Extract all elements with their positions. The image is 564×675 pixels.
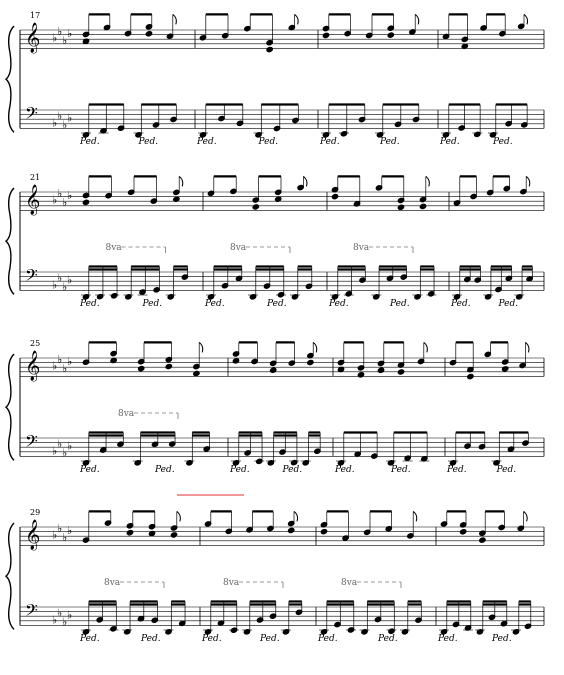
- flat-sign: ♭: [52, 193, 58, 207]
- note-head: [126, 529, 133, 535]
- treble-clef: 𝄞: [25, 351, 41, 381]
- flat-sign: ♭: [52, 359, 58, 373]
- bass-measure-notes: [206, 266, 313, 300]
- measure-number: 29: [30, 508, 41, 517]
- bass-measure-notes: [81, 601, 186, 635]
- pedal-mark: Ped.: [378, 634, 398, 644]
- note-head: [460, 529, 467, 535]
- pedal-mark: Ped.: [205, 299, 225, 309]
- note-flag: [526, 176, 530, 186]
- note-head: [232, 358, 239, 364]
- note-head: [266, 46, 273, 52]
- treble-measure-notes: [320, 511, 416, 541]
- pedal-mark: Ped.: [80, 634, 100, 644]
- pedal-mark: Ped.: [230, 465, 250, 475]
- pedal-mark: Ped.: [80, 137, 100, 147]
- flat-sign: ♭: [62, 118, 68, 132]
- bass-clef: 𝄢: [25, 265, 38, 289]
- treble-measure-notes: [331, 176, 429, 210]
- flat-sign: ♭: [62, 196, 68, 209]
- note-head: [502, 366, 509, 372]
- flat-sign: ♭: [52, 613, 58, 627]
- pedal-mark: Ped.: [496, 465, 517, 475]
- note-flag: [424, 342, 428, 352]
- note-flag: [177, 511, 181, 521]
- note-flag: [313, 342, 317, 352]
- bass-measure-notes: [203, 601, 303, 635]
- flat-sign: ♭: [52, 31, 58, 45]
- pedal-mark: Ped.: [391, 465, 411, 475]
- note-flag: [524, 14, 528, 24]
- bass-measure-notes: [336, 432, 429, 466]
- treble-measure-notes: [453, 176, 529, 206]
- bass-staff: [20, 110, 544, 128]
- pedal-mark: Ped.: [142, 299, 163, 309]
- pedal-mark: Ped.: [451, 299, 471, 309]
- flat-sign: ♭: [67, 111, 73, 125]
- note-flag: [426, 176, 430, 186]
- flat-sign: ♭: [67, 608, 73, 622]
- flat-sign: ♭: [62, 280, 68, 294]
- treble-measure-notes: [204, 511, 297, 534]
- pedal-mark: Ped.: [493, 137, 513, 147]
- treble-staff: [20, 192, 544, 210]
- ottava-mark: 8va: [230, 243, 247, 253]
- flat-sign: ♭: [57, 606, 63, 620]
- flat-sign: ♭: [62, 362, 68, 375]
- flat-sign: ♭: [52, 278, 58, 292]
- treble-staff: [20, 358, 544, 376]
- pedal-mark: Ped.: [390, 299, 410, 309]
- note-head: [82, 199, 89, 205]
- flat-sign: ♭: [57, 437, 63, 451]
- bass-measure-notes: [439, 601, 532, 635]
- flat-sign: ♭: [57, 352, 63, 366]
- treble-measure-notes: [440, 511, 527, 543]
- treble-measure-notes: [322, 14, 418, 38]
- bass-measure-notes: [198, 104, 299, 138]
- pedal-mark: Ped.: [440, 137, 460, 147]
- flat-sign: ♭: [57, 24, 63, 38]
- note-head: [357, 372, 364, 378]
- note-head: [467, 373, 474, 379]
- note-head: [479, 537, 486, 543]
- flat-sign: ♭: [57, 521, 63, 535]
- flat-sign: ♭: [62, 446, 68, 460]
- note-flag: [303, 176, 307, 186]
- note-head: [397, 369, 404, 375]
- flat-sign: ♭: [62, 34, 68, 47]
- measure-number: 25: [30, 339, 41, 348]
- pedal-mark: Ped.: [447, 465, 467, 475]
- pedal-mark: Ped.: [492, 634, 512, 644]
- pedal-mark: Ped.: [438, 634, 458, 644]
- bass-clef: 𝄢: [25, 103, 38, 127]
- bass-measure-notes: [81, 432, 210, 466]
- flat-sign: ♭: [57, 271, 63, 285]
- flat-sign: ♭: [67, 355, 73, 369]
- bass-measure-notes: [231, 432, 321, 466]
- note-flag: [199, 342, 203, 352]
- pedal-mark: Ped.: [202, 634, 222, 644]
- ottava-mark: 8va: [223, 578, 240, 588]
- measure-number: 21: [30, 173, 41, 182]
- treble-measure-notes: [337, 342, 427, 378]
- note-flag: [295, 14, 299, 24]
- note-head: [307, 359, 314, 365]
- note-flag: [415, 14, 419, 24]
- note-head: [331, 193, 338, 199]
- pedal-mark: Ped.: [329, 299, 349, 309]
- flat-sign: ♭: [62, 615, 68, 629]
- system: [6, 339, 544, 475]
- treble-clef: 𝄞: [25, 23, 41, 53]
- note-head: [173, 196, 180, 202]
- flat-sign: ♭: [67, 273, 73, 287]
- ottava-mark: 8va: [105, 243, 122, 253]
- treble-measure-notes: [207, 176, 307, 210]
- note-flag: [294, 511, 298, 521]
- pedal-mark: Ped.: [138, 137, 159, 147]
- ottava-mark: 8va: [104, 578, 121, 588]
- bass-measure-notes: [81, 104, 177, 138]
- grand-staff-brace: [6, 26, 14, 132]
- note-head: [252, 204, 259, 210]
- pedal-mark: Ped.: [380, 137, 400, 147]
- flat-sign: ♭: [57, 109, 63, 123]
- note-head: [170, 532, 177, 538]
- pedal-mark: Ped.: [320, 137, 340, 147]
- pedal-mark: Ped.: [498, 299, 519, 309]
- grand-staff-brace: [6, 188, 14, 294]
- bass-measure-notes: [330, 266, 436, 300]
- bass-measure-notes: [441, 104, 528, 138]
- note-head: [419, 203, 426, 209]
- note-head: [320, 528, 327, 534]
- treble-measure-notes: [82, 14, 176, 44]
- system: [6, 173, 544, 309]
- note-head: [377, 367, 384, 373]
- note-head: [138, 365, 145, 371]
- pedal-mark: Ped.: [318, 634, 338, 644]
- bass-measure-notes: [321, 104, 420, 138]
- flat-sign: ♭: [67, 189, 73, 203]
- bass-measure-notes: [452, 266, 533, 300]
- bass-measure-notes: [81, 266, 189, 300]
- pedal-mark: Ped.: [335, 465, 355, 475]
- flat-sign: ♭: [52, 116, 58, 130]
- measure-number: 17: [30, 11, 41, 20]
- grand-staff-brace: [6, 354, 14, 460]
- flat-sign: ♭: [67, 439, 73, 453]
- treble-clef: 𝄞: [25, 185, 41, 215]
- bass-clef: 𝄢: [25, 431, 38, 455]
- bass-measure-notes: [448, 432, 529, 466]
- treble-measure-notes: [199, 14, 298, 52]
- ottava-mark: 8va: [118, 409, 135, 419]
- note-flag: [524, 511, 528, 521]
- flat-sign: ♭: [67, 524, 73, 538]
- note-head: [193, 370, 200, 376]
- system: [6, 11, 544, 147]
- flat-sign: ♭: [67, 27, 73, 41]
- bass-measure-notes: [319, 601, 422, 635]
- note-flag: [173, 14, 177, 24]
- pedal-mark: Ped.: [141, 634, 161, 644]
- pedal-mark: Ped.: [267, 299, 287, 309]
- pedal-mark: Ped.: [258, 137, 279, 147]
- ottava-mark: 8va: [353, 243, 370, 253]
- note-head: [165, 363, 172, 369]
- note-head: [145, 31, 152, 37]
- note-flag: [413, 511, 417, 521]
- note-head: [387, 32, 394, 38]
- treble-clef: 𝄞: [25, 520, 41, 550]
- flat-sign: ♭: [52, 528, 58, 542]
- flat-sign: ♭: [62, 531, 68, 544]
- treble-measure-notes: [442, 14, 527, 49]
- pedal-mark: Ped.: [260, 634, 280, 644]
- pedal-mark: Ped.: [80, 299, 100, 309]
- note-head: [322, 32, 329, 38]
- system: [6, 508, 544, 644]
- pedal-mark: Ped.: [80, 465, 100, 475]
- note-head: [288, 527, 295, 533]
- bass-clef: 𝄢: [25, 600, 38, 624]
- treble-measure-notes: [449, 342, 529, 379]
- pedal-mark: Ped.: [282, 465, 303, 475]
- ottava-mark: 8va: [341, 578, 358, 588]
- note-flag: [525, 342, 529, 352]
- pedal-mark: Ped.: [155, 465, 175, 475]
- grand-staff-brace: [6, 523, 14, 629]
- pedal-mark: Ped.: [197, 137, 217, 147]
- flat-sign: ♭: [52, 444, 58, 458]
- note-head: [397, 204, 404, 210]
- treble-measure-notes: [82, 511, 180, 543]
- flat-sign: ♭: [57, 186, 63, 200]
- note-head: [270, 367, 277, 373]
- note-flag: [179, 176, 183, 186]
